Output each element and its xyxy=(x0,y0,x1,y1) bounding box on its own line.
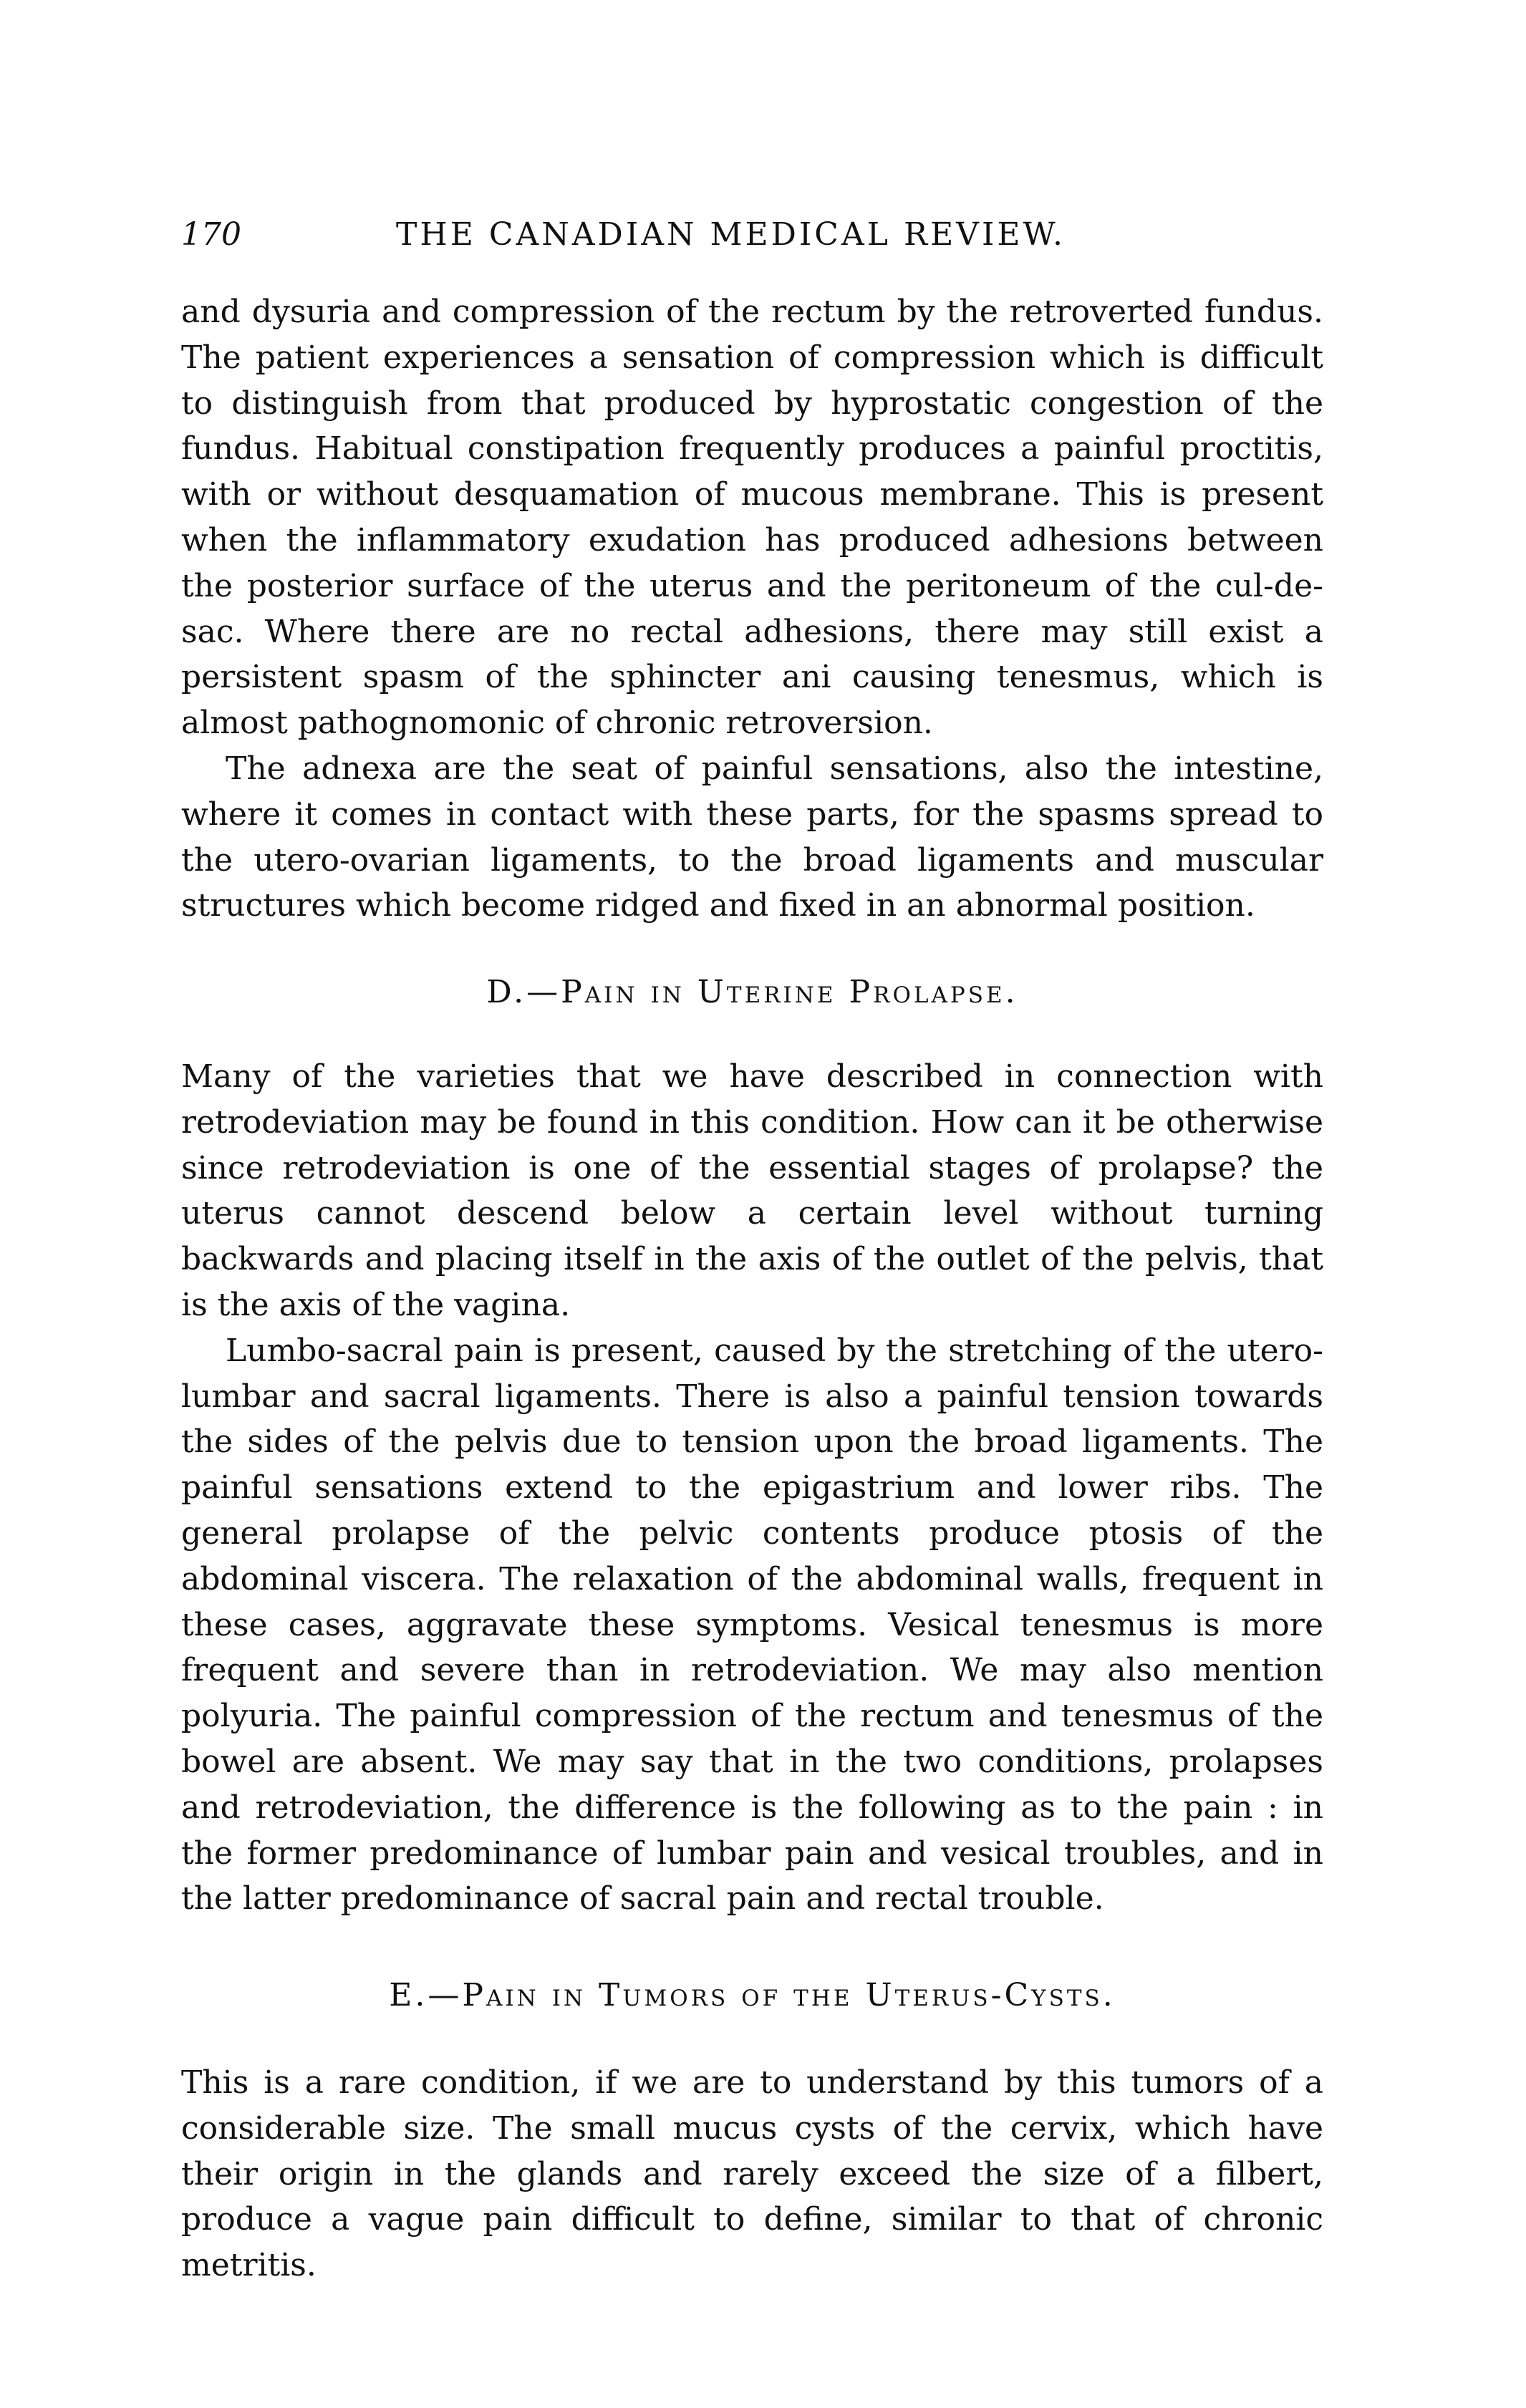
journal-title: THE CANADIAN MEDICAL REVIEW. xyxy=(396,216,1066,253)
paragraph-continued: and dysuria and compression of the rectum by the retroverted fundus. The patient experiences a sensation of compression which is difficult to distinguish from that produced by hyprostatic congestion of the fundus. Habitual constipation frequently produces a painful proctitis, with or without desquamation of mucous membrane. This is present when the inflammatory exudation has produced adhesions between the posterior surface of the uterus and the peritoneum of the cul-de-sac. Where there are no rectal adhesions, there may still exist a persistent spasm of the sphincter ani causing tenesmus, which is almost pathognomonic of chronic retroversion. xyxy=(181,294,1323,742)
paragraph-adnexa: The adnexa are the seat of painful sensations, also the intestine, where it comes in contact with these parts, for the spasms spread to the utero-ovarian ligaments, to the broad ligaments and muscular structures which become ridged and fixed in an abnormal position. xyxy=(181,750,1323,924)
section-heading-d: D.—Pain in Uterine Prolapse. xyxy=(486,974,1018,1010)
paragraph-lumbo-sacral: Lumbo-sacral pain is present, caused by the stretching of the utero-lumbar and sacral ligaments. There is also a painful tension towards the sides of the pelvis due to tension upon the broad ligaments. The painful sensations extend to the epigastrium and lower ribs. The general prolapse of the pelvic contents produce ptosis of the abdominal viscera. The relaxation of the abdominal walls, frequent in these cases, aggravate these symptoms. Vesical tenesmus is more frequent and severe than in retrodeviation. We may also mention polyuria. The painful compression of the rectum and tenesmus of the bowel are absent. We may say that in the two conditions, prolapses and retrodeviation, the difference is the following as to the pain : in the former predominance of lumbar pain and vesical troubles, and in the latter predominance of sacral pain and rectal trouble. xyxy=(181,1332,1323,1918)
page-number: 170 xyxy=(181,216,241,253)
continued-text-block xyxy=(181,289,1323,929)
section-d-body xyxy=(181,1054,1323,1922)
paragraph-prolapse-intro: Many of the varieties that we have described in connection with retrodeviation may be found in this condition. How can it be otherwise since retrodeviation is one of the essential stages of prolapse? the uterus cannot descend below a certain level without turning backwards and placing itself in the axis of the outlet of the pelvis, that is the axis of the vagina. xyxy=(181,1058,1323,1323)
section-e-body xyxy=(181,2060,1323,2288)
running-head xyxy=(181,213,1270,256)
paragraph-tumors: This is a rare condition, if we are to understand by this tumors of a considerable size. The small mucus cysts of the cervix, which have their origin in the glands and rarely exceed the size of a filbert, produce a vague pain difficult to define, similar to that of chronic metritis. xyxy=(181,2064,1323,2284)
section-heading-e: E.—Pain in Tumors of the Uterus-Cysts. xyxy=(389,1977,1116,2013)
